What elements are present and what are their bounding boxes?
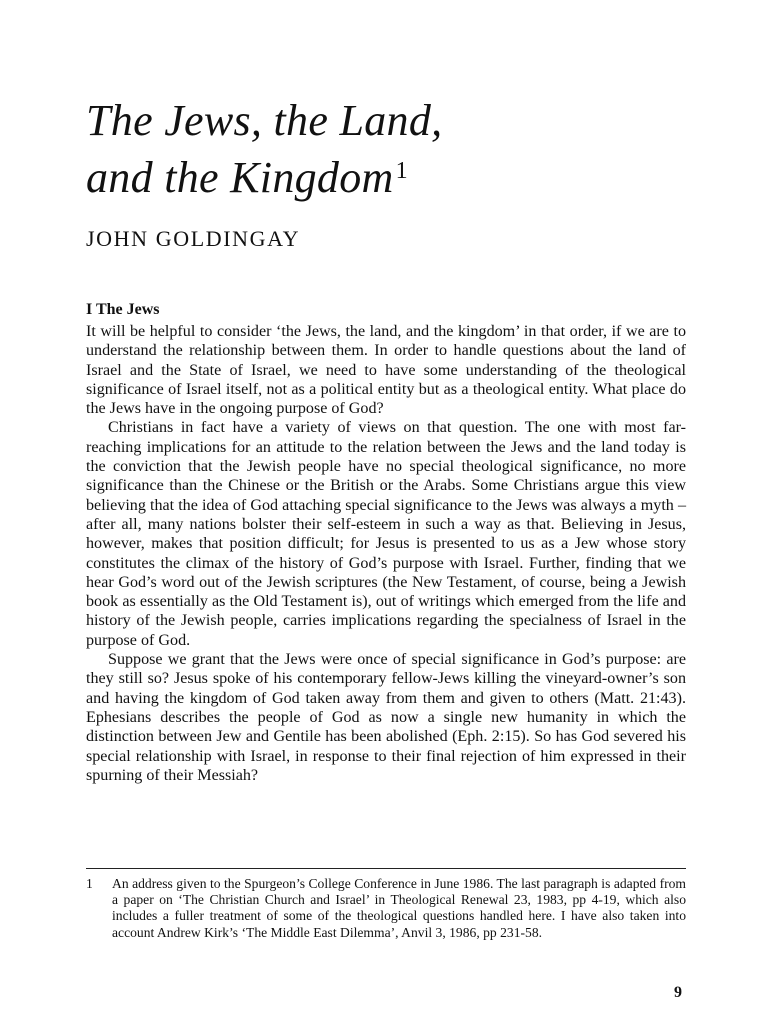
section-heading: I The Jews xyxy=(86,301,160,318)
title-footnote-marker[interactable]: 1 xyxy=(395,158,408,184)
article-body xyxy=(86,322,686,785)
title-line-2-text: and the Kingdom xyxy=(86,153,394,202)
footnote-marker: 1 xyxy=(86,876,93,891)
page-number: 9 xyxy=(674,984,682,1001)
title-line-1: The Jews, the Land, xyxy=(86,96,443,145)
footnote-divider xyxy=(86,868,686,869)
author-name: JOHN GOLDINGAY xyxy=(86,226,301,251)
paragraph-2: Christians in fact have a variety of views on that question. The one with most far-reaching implications for an attitude to the relation between the Jews and the land today is the conviction that the Jewish people have no special theological significance, no more significance than the Chinese or the British or the Arabs. Some Christians argue this view believing that the idea of God attaching special significance to the Jews was always a myth – after all, many nations bolster their self-esteem in such a way as that. Believing in Jesus, however, makes that position difficult; for Jesus is presented to us as a Jew whose story constitutes the climax of the history of God’s purpose with Israel. Further, finding that we hear God’s word out of the Jewish scriptures (the New Testament, of course, being a Jewish book as essentially as the Old Testament is), out of writings which emerged from the life and history of the Jewish people, carries implications regarding the specialness of Israel in the purpose of God. xyxy=(86,419,686,649)
title-line-2 xyxy=(86,146,686,203)
article-title xyxy=(86,96,686,203)
paragraph-3: Suppose we grant that the Jews were once of special significance in God’s purpose: are they still so? Jesus spoke of his contemporary fellow-Jews killing the vineyard-owner’s son and having the kingdom of God taken away from them and given to others (Matt. 21:43). Ephesians describes the people of God as now a single new humanity in which the distinction between Jew and Gentile has been abolished (Eph. 2:15). So has God severed his special relationship with Israel, in response to their final rejection of him expressed in their spurning of their Messiah? xyxy=(86,651,686,784)
paragraph-1: It will be helpful to consider ‘the Jews, the land, and the kingdom’ in that order, if we are to understand the relationship between them. In order to handle questions about the land of Israel and the State of Israel, we need to have some understanding of the theological significance of Israel itself, not as a political entity but as a theological entity. What place do the Jews have in the ongoing purpose of God? xyxy=(86,323,686,418)
footnote xyxy=(86,876,686,941)
footnote-text: An address given to the Spurgeon’s College Conference in June 1986. The last paragraph is adapted from a paper on ‘The Christian Church and Israel’ in Theological Renewal 23, 1983, pp 4-19, which also includes a fuller treatment of some of the theological questions handled here. I have also taken into account Andrew Kirk’s ‘The Middle East Dilemma’, Anvil 3, 1986, pp 231-58. xyxy=(112,876,686,940)
